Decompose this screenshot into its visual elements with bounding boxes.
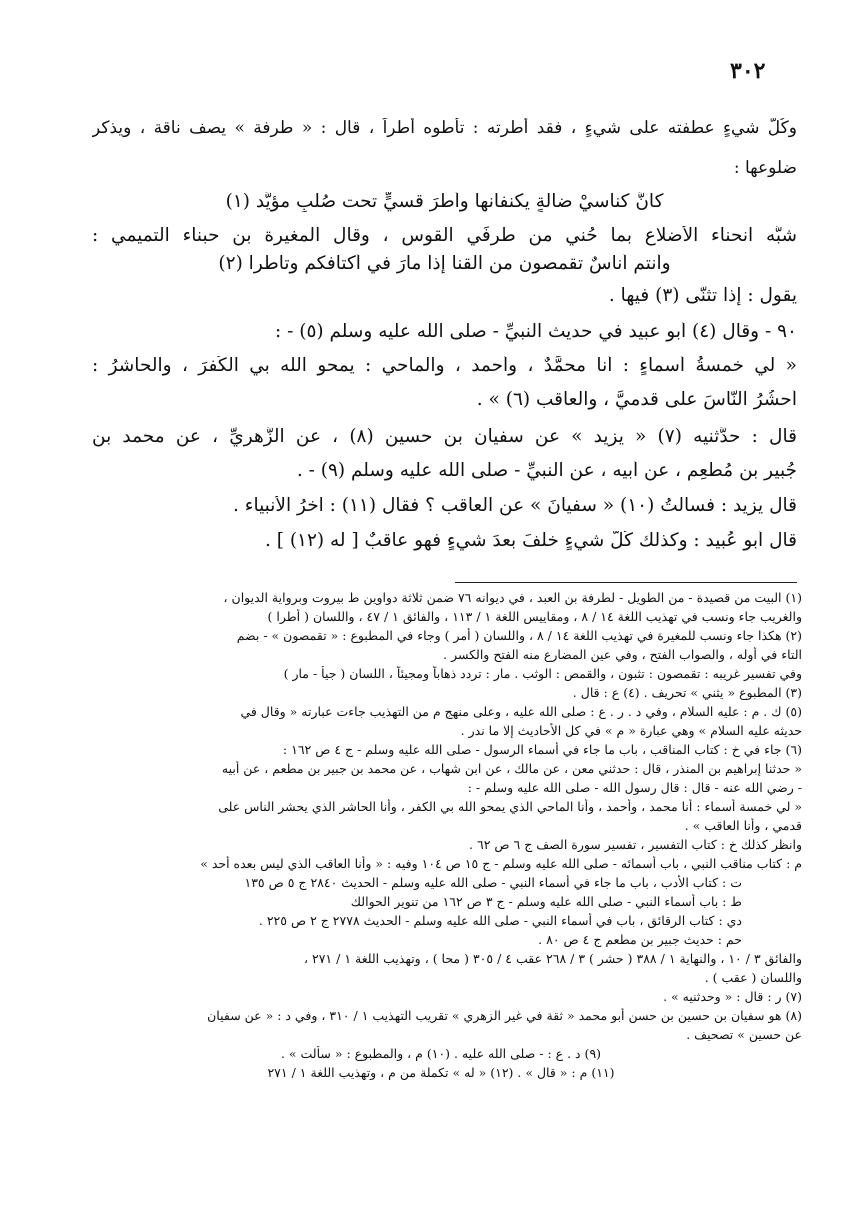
main-line: يقول : إذا تثنَّى (٣) فيها . xyxy=(608,286,797,306)
footnote-line: (١١) م : « قال » . (١٢) « له » تكملة من م ، وتهذيب اللغة ١ / ٢٧١ xyxy=(267,1065,615,1080)
footnote-line: دي : كتاب الرقائق ، باب في أسماء النبي - صلى الله عليه وسلم - الحديث ٢٧٧٨ ج ٢ ص ٢٢٥ . xyxy=(258,913,742,928)
footnote-line: حديثه عليه السلام » وهي عبارة « م » في كل الأحاديث إلا ما ندر . xyxy=(460,723,802,738)
footnote-line: قدمي ، وأنا العاقب » . xyxy=(684,818,802,833)
footnote-divider xyxy=(455,582,797,583)
main-line: جُبير بن مُطعِم ، عن أبيه ، عن النبيِّ - صلَّى الله عليه وسلَّم (٩) - . xyxy=(296,461,797,481)
footnote-line: وفي تفسير غريبه : تقمصون : تثبون ، والقمص : الوثب . مار : تردد ذهاباً ومجيئاً ، اللسان ( جيأ - مار ) xyxy=(283,666,802,681)
main-line: أحشُرُ النَّاسَ على قدميَّ ، والعاقب (٦) » . xyxy=(476,390,797,410)
main-line: قال : حدَّثنيه (٧) « يزيد » عن سفيان بن حسين (٨) ، عن الزُّهريِّ ، عن محمد بن xyxy=(92,427,797,447)
main-line: قال أبو عُبيد : وكذلك كُلُّ شيءٍ خلفَ بعدَ شيءٍ فهو عاقبٌ [ له (١٢) ] . xyxy=(264,531,797,551)
footnote-line: ت : كتاب الأدب ، باب ما جاء في أسماء النبي - صلى الله عليه وسلم - الحديث ٢٨٤٠ ج ٥ ص ١٣٥ xyxy=(244,875,742,890)
footnote-line: واللسان ( عقب ) . xyxy=(704,970,802,985)
footnote-line: م : كتاب مناقب النبي ، باب أسمائه - صلى الله عليه وسلم - ج ١٥ ص ١٠٤ وفيه : « وأنا العاقب الذي ليس بعده أحد » xyxy=(200,856,802,871)
footnote-line: وانظر كذلك خ : كتاب التفسير ، تفسير سورة الصف ج ٦ ص ٦٢ . xyxy=(469,837,802,852)
footnote-line: (٨) هو سفيان بن حسين بن حسن أبو محمد « ثقة في غير الزهري » تقريب التهذيب ١ / ٣١٠ ، وفي د : « عن سفيان xyxy=(207,1008,802,1023)
footnote-line: حم : حديث جبير بن مطعم ج ٤ ص ٨٠ . xyxy=(538,932,742,947)
footnote-line: (٢) هكذا جاء ونسب للمغيرة في تهذيب اللغة ١٤ / ٨ ، واللسان ( أمر ) وجاء في المطبوع : « تقمصون » - بضم xyxy=(236,628,802,643)
footnote-line: ط : باب أسماء النبي - صلى الله عليه وسلم - ج ٣ ص ١٦٢ من تنوير الحوالك xyxy=(350,894,742,909)
hadith-heading: ٩٠ - وقال (٤) أبو عبيد في حديث النبيِّ - صلَّى الله عليه وسلَّم (٥) - : xyxy=(274,322,797,342)
footnote-line: والفائق ٣ / ١٠ ، والنهاية ١ / ٣٨٨ ( حشر ) ٣ / ٢٦٨ عقب ٤ / ٣٠٥ ( محا ) ، وتهذيب اللغة ١ / ٢٧١ ، xyxy=(303,951,802,966)
verse-line: وأنتم أناسٌ تقمصون من القنا إذا مارَ في أكتافكم وتأطَّرا (٢) xyxy=(218,254,671,274)
footnote-line: « لي خمسة أسماء : أنا محمد ، وأحمد ، وأنا الماحي الذي يمحو الله بي الكفر ، وأنا الحاشر الذي يحشر الناس على xyxy=(218,799,802,814)
footnote-line: (٩) د . ع : - صلى الله عليه . (١٠) م ، والمطبوع : « سألت » . xyxy=(280,1046,602,1061)
footnote-line: (٣) المطبوع « يثني » تحريف . (٤) ع : قال . xyxy=(572,685,802,700)
footnote-line: والغريب جاء ونسب في تهذيب اللغة ١٤ / ٨ ، ومقاييس اللغة ١ / ١١٣ ، والفائق ١ / ٤٧ ، واللسان ( أطرا ) xyxy=(267,609,802,624)
footnote-line: (٧) ر : قال : « وحدثنيه » . xyxy=(663,989,802,1004)
footnote-line: « حدثنا إبراهيم بن المنذر ، قال : حدثني معن ، عن مالك ، عن ابن شهاب ، عن محمد بن جبير بن مطعم ، عن أبيه xyxy=(221,761,802,776)
main-line: قال يزيد : فسألتُ (١٠) « سفيانَ » عن العاقب ؟ فقال (١١) : آخرُ الأنبياء . xyxy=(233,496,797,516)
main-line: « لي خمسةُ أسماءٍ : أنا محمَّدٌ ، وأحمد ، والماحي : يمحو الله بي الكُفرَ ، والحاشرُ : xyxy=(92,356,797,376)
verse-line: كأنَّ كناسيْ ضالةٍ يكنفانها وأطرَ قسيٍّ تحت صُلبٍ مؤيَّد (١) xyxy=(225,192,664,212)
footnote-line: التاء في أوله ، والصواب الفتح ، وفي عين المضارع منه الفتح والكسر . xyxy=(443,647,802,662)
footnote-line: (٥) ك . م : عليه السلام ، وفي د . ر . ع : صلى الله عليه ، وعلى منهج م من التهذيب جاءت عبارته « وقال في xyxy=(240,704,802,719)
main-line: وكُلُّ شيءٍ عطفته على شيءٍ ، فقد أطرته : تأطوه أطراً ، قال : « طرفة » يصف ناقة ، ويذكر xyxy=(92,118,797,138)
footnote-line: (١) البيت من قصيدة - من الطويل - لطرفة بن العبد ، في ديوانه ٧٦ ضمن ثلاثة دواوين ط بيروت وبرواية الديوان ، xyxy=(223,590,802,605)
page-number: ٣٠٢ xyxy=(730,58,766,84)
footnote-line: عن حسين » تصحيف . xyxy=(686,1027,802,1042)
main-line: شبَّه انحناء الأضلاع بما حُني من طرفَي القوس ، وقال المغيرة بن حبناء التميمي : xyxy=(92,226,797,246)
footnote-line: (٦) جاء في خ : كتاب المناقب ، باب ما جاء في أسماء الرسول - صلى الله عليه وسلم - ج ٤ ص ١٦٢ : xyxy=(282,742,802,757)
main-line: ضلوعها : xyxy=(733,158,797,178)
footnotes xyxy=(80,590,802,1080)
footnote-line: - رضي الله عنه - قال : قال رسول الله - صلى الله عليه وسلم - : xyxy=(467,780,802,795)
main-text xyxy=(92,108,797,551)
